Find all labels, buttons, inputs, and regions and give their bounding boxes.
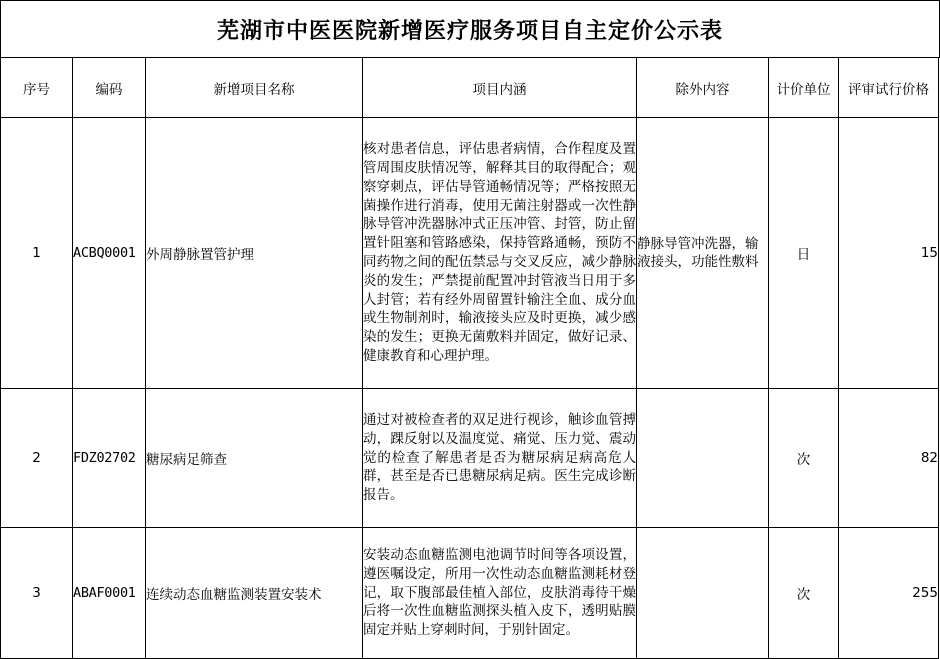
row-name: 外周静脉置管护理 [146, 118, 363, 389]
row-seq: 1 [1, 118, 73, 389]
row-name: 糖尿病足筛查 [146, 389, 363, 528]
header-code: 编码 [73, 58, 146, 118]
row-exclusion: 静脉导管冲洗器，输液接头，功能性敷料 [637, 118, 769, 389]
row-exclusion [637, 389, 769, 528]
header-seq: 序号 [1, 58, 73, 118]
header-exclusion: 除外内容 [637, 58, 769, 118]
row-code: ACBQ0001 [73, 118, 146, 389]
row-price: 82 [839, 389, 939, 528]
table-row [1, 528, 939, 659]
header-unit: 计价单位 [769, 58, 839, 118]
row-code: FDZ02702 [73, 389, 146, 528]
row-price: 15 [839, 118, 939, 389]
header-name: 新增项目名称 [146, 58, 363, 118]
row-unit: 次 [769, 389, 839, 528]
row-content: 安装动态血糖监测电池调节时间等各项设置，遵医嘱设定，所用一次性动态血糖监测耗材登记，取下腹部最佳植入部位，皮肤消毒待干燥后将一次性血糖监测探头植入皮下，透明贴膜固定并贴上穿刺时间，于别针固定。 [363, 528, 637, 659]
row-unit: 次 [769, 528, 839, 659]
row-price: 255 [839, 528, 939, 659]
header-price: 评审试行价格 [839, 58, 939, 118]
row-content: 通过对被检查者的双足进行视诊，触诊血管搏动，踝反射以及温度觉、痛觉、压力觉、震动觉的检查了解患者是否为糖尿病足病高危人群，甚至是否已患糖尿病足病。医生完成诊断报告。 [363, 389, 637, 528]
table-row [1, 118, 939, 389]
row-name: 连续动态血糖监测装置安装术 [146, 528, 363, 659]
header-content: 项目内涵 [363, 58, 637, 118]
row-seq: 2 [1, 389, 73, 528]
row-exclusion [637, 528, 769, 659]
header-row [1, 58, 939, 118]
row-unit: 日 [769, 118, 839, 389]
row-code: ABAF0001 [73, 528, 146, 659]
row-seq: 3 [1, 528, 73, 659]
table-title: 芜湖市中医医院新增医疗服务项目自主定价公示表 [0, 0, 940, 58]
table-row [1, 389, 939, 528]
row-content: 核对患者信息，评估患者病情，合作程度及置管周围皮肤情况等，解释其目的取得配合；观察穿刺点，评估导管通畅情况等；严格按照无菌操作进行消毒，使用无菌注射器或一次性静脉导管冲洗器脉冲式正压冲管、封管，防止留置针阻塞和管路感染，保持管路通畅，预防不同药物之间的配伍禁忌与交叉反应，减少静脉炎的发生；严禁提前配置冲封管液当日用于多人封管；若有经外周留置针输注全血、成分血或生物制剂时，输液接头应及时更换，减少感染的发生；更换无菌敷料并固定，做好记录、健康教育和心理护理。 [363, 118, 637, 389]
price-table [0, 57, 939, 659]
